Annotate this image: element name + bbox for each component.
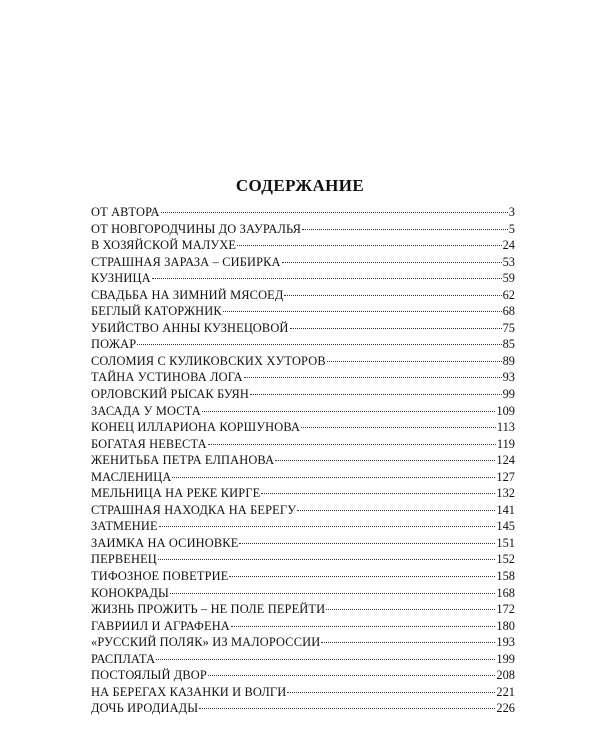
toc-entry-page-number: 152 [496, 552, 515, 567]
toc-entry [91, 485, 515, 502]
toc-entry-title: СОЛОМИЯ С КУЛИКОВСКИХ ХУТОРОВ [91, 353, 326, 368]
toc-entry-page-number: 59 [502, 271, 515, 286]
page-title: СОДЕРЖАНИЕ [235, 176, 365, 195]
toc-entry-title: ЗАТМЕНИЕ [91, 519, 158, 534]
toc-entry-title: ДОЧЬ ИРОДИАДЫ [91, 701, 199, 716]
toc-entry-page-number: 132 [496, 486, 515, 501]
toc-entry-title: «РУССКИЙ ПОЛЯК» ИЗ МАЛОРОССИИ [91, 635, 321, 650]
toc-dot-leader [261, 492, 495, 494]
toc-entry-page-number: 53 [502, 254, 515, 269]
toc-entry-title: ЗАСАДА У МОСТА [91, 403, 201, 418]
toc-entry-title: ОТ АВТОРА [91, 205, 160, 219]
toc-entry-title: ПЕРВЕНЕЦ [91, 552, 157, 567]
toc-dot-leader [199, 707, 495, 709]
toc-entry-page-number: 168 [496, 585, 515, 600]
toc-dot-leader [156, 658, 495, 660]
toc-entry-page-number: 158 [496, 569, 515, 584]
toc-entry-title: ТАЙНА УСТИНОВА ЛОГА [91, 370, 243, 385]
toc-entry-title: МЕЛЬНИЦА НА РЕКЕ КИРГЕ [91, 486, 261, 501]
toc-dot-leader [297, 509, 495, 511]
toc-entry-page-number: 172 [496, 602, 515, 617]
toc-entry-title: СТРАШНАЯ НАХОДКА НА БЕРЕГУ [91, 502, 297, 517]
toc-entry [91, 684, 515, 701]
toc-entry-title: ОТ НОВГОРОДЧИНЫ ДО ЗАУРАЛЬЯ [91, 221, 302, 236]
toc-entry-page-number: 221 [496, 684, 515, 699]
toc-entry [91, 502, 515, 519]
toc-entry-page-number: 89 [502, 353, 515, 368]
toc-entry [91, 436, 515, 453]
toc-entry [91, 535, 515, 552]
toc-entry [91, 568, 515, 585]
toc-entry [91, 237, 515, 254]
toc-dot-leader [282, 261, 502, 263]
toc-dot-leader [152, 277, 502, 279]
toc-entry-page-number: 93 [502, 370, 515, 385]
toc-entry-title: КУЗНИЦА [91, 271, 151, 286]
toc-entry-title: ЖИЗНЬ ПРОЖИТЬ – НЕ ПОЛЕ ПЕРЕЙТИ [91, 602, 326, 617]
toc-entry-title: НА БЕРЕГАХ КАЗАНКИ И ВОЛГИ [91, 684, 287, 699]
toc-dot-leader [229, 575, 495, 577]
toc-entry-title: ТИФОЗНОЕ ПОВЕТРИЕ [91, 569, 229, 584]
toc-entry-page-number: 124 [496, 453, 515, 468]
toc-dot-leader [237, 244, 501, 246]
toc-entry-page-number: 24 [502, 238, 515, 253]
toc-entry-title: БОГАТАЯ НЕВЕСТА [91, 436, 207, 451]
toc-entry [91, 667, 515, 684]
toc-entry-page-number: 119 [496, 436, 515, 451]
toc-entry-title: РАСПЛАТА [91, 651, 156, 666]
toc-dot-leader [159, 525, 496, 527]
toc-entry-page-number: 113 [496, 420, 515, 435]
toc-entry [91, 700, 515, 717]
toc-dot-leader [327, 360, 502, 362]
toc-dot-leader [223, 310, 502, 312]
toc-entry [91, 403, 515, 420]
toc-entry-page-number: 75 [502, 320, 515, 335]
toc-entry-page-number: 3 [508, 205, 515, 219]
toc-dot-leader [208, 674, 495, 676]
toc-entry [91, 369, 515, 386]
table-of-contents [91, 204, 515, 717]
toc-entry-title: ПОСТОЯЛЫЙ ДВОР [91, 668, 207, 683]
toc-entry-title: СВАДЬБА НА ЗИМНИЙ МЯСОЕД [91, 287, 284, 302]
toc-dot-leader [239, 542, 495, 544]
toc-entry-page-number: 199 [496, 651, 515, 666]
toc-entry [91, 585, 515, 602]
toc-entry [91, 518, 515, 535]
toc-entry [91, 353, 515, 370]
toc-entry-page-number: 85 [502, 337, 515, 352]
toc-entry-page-number: 151 [496, 535, 515, 550]
toc-entry-page-number: 5 [508, 221, 515, 236]
toc-entry [91, 551, 515, 568]
toc-entry-page-number: 99 [502, 387, 515, 402]
toc-entry-title: КОНЕЦ ИЛЛАРИОНА КОРШУНОВА [91, 420, 301, 435]
toc-entry [91, 270, 515, 287]
toc-entry-page-number: 68 [502, 304, 515, 319]
toc-entry-page-number: 141 [496, 502, 515, 517]
toc-entry [91, 287, 515, 304]
toc-entry-title: В ХОЗЯЙСКОЙ МАЛУХЕ [91, 238, 237, 253]
toc-dot-leader [326, 608, 495, 610]
toc-dot-leader [301, 426, 496, 428]
toc-entry [91, 469, 515, 486]
toc-entry [91, 419, 515, 436]
toc-dot-leader [244, 376, 502, 378]
toc-entry-title: ГАВРИИЛ И АГРАФЕНА [91, 618, 230, 633]
toc-entry-page-number: 180 [496, 618, 515, 633]
toc-entry [91, 204, 515, 221]
toc-dot-leader [161, 211, 508, 213]
toc-entry [91, 221, 515, 238]
toc-dot-leader [158, 558, 496, 560]
toc-entry-title: СТРАШНАЯ ЗАРАЗА – СИБИРКА [91, 254, 281, 269]
toc-entry [91, 601, 515, 618]
toc-entry [91, 386, 515, 403]
toc-entry-title: УБИЙСТВО АННЫ КУЗНЕЦОВОЙ [91, 320, 289, 335]
toc-dot-leader [302, 228, 508, 230]
toc-dot-leader [137, 343, 501, 345]
toc-entry [91, 320, 515, 337]
toc-entry-page-number: 145 [496, 519, 515, 534]
toc-dot-leader [172, 476, 495, 478]
toc-entry-page-number: 226 [496, 701, 515, 716]
toc-entry [91, 618, 515, 635]
toc-dot-leader [290, 327, 502, 329]
toc-entry-title: ПОЖАР [91, 337, 137, 352]
toc-entry-title: КОНОКРАДЫ [91, 585, 169, 600]
toc-entry [91, 336, 515, 353]
toc-dot-leader [170, 592, 495, 594]
toc-entry [91, 254, 515, 271]
toc-entry-title: ОРЛОВСКИЙ РЫСАК БУЯН [91, 387, 249, 402]
toc-entry-title: ЖЕНИТЬБА ПЕТРА ЕЛПАНОВА [91, 453, 275, 468]
toc-entry [91, 303, 515, 320]
toc-dot-leader [284, 294, 501, 296]
toc-dot-leader [202, 410, 496, 412]
toc-dot-leader [208, 443, 496, 445]
toc-dot-leader [287, 691, 495, 693]
toc-entry-page-number: 127 [496, 469, 515, 484]
toc-entry-title: МАСЛЕНИЦА [91, 469, 172, 484]
toc-entry-title: ЗАИМКА НА ОСИНОВКЕ [91, 535, 239, 550]
toc-entry-title: БЕГЛЫЙ КАТОРЖНИК [91, 304, 222, 319]
toc-entry [91, 452, 515, 469]
toc-dot-leader [231, 625, 496, 627]
toc-dot-leader [275, 459, 495, 461]
toc-entry-page-number: 208 [496, 668, 515, 683]
toc-entry [91, 651, 515, 668]
toc-dot-leader [250, 393, 502, 395]
toc-entry-page-number: 62 [502, 287, 515, 302]
toc-entry-page-number: 193 [496, 635, 515, 650]
toc-dot-leader [321, 641, 495, 643]
toc-entry [91, 634, 515, 651]
toc-entry-page-number: 109 [496, 403, 515, 418]
